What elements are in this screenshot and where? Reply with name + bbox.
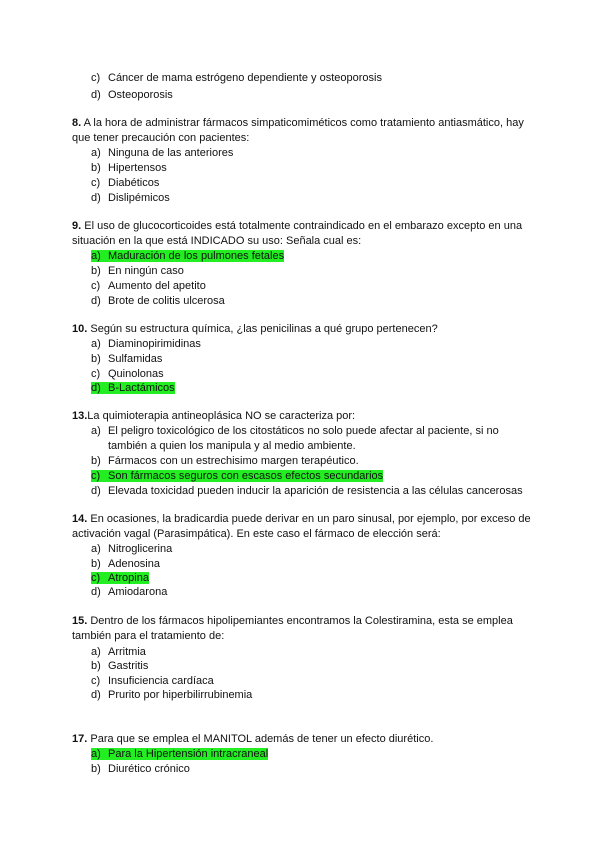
question-9: 9. El uso de glucocorticoides está totalmente contraindicado en el embarazo excepto en una situación en la que está INDICADO su uso: Señala cual es: [72,220,523,247]
option-a: a) Ninguna de las anteriores [91,147,234,159]
option-a: a) Arritmia [91,646,146,658]
option-d: d) Elevada toxicidad pueden inducir la aparición de resistencia a las células cancerosas [91,485,523,497]
option-d: d) Osteoporosis [91,89,173,101]
option-a: a) El peligro toxicológico de los citostáticos no solo puede afectar al paciente, si no [91,425,499,437]
option-c: c) Quinolonas [91,368,164,380]
option-a: a) Nitroglicerina [91,543,173,555]
option-c: c) Cáncer de mama estrógeno dependiente y osteoporosis [91,72,382,84]
option-b: b) Fármacos con un estrechisimo margen terapéutico. [91,455,359,467]
question-17: 17. Para que se emplea el MANITOL además de tener un efecto diurético. [72,733,434,745]
question-8: 8. A la hora de administrar fármacos simpaticomiméticos como tratamiento antiasmático, hay que tener precaución con pacientes: [72,117,524,144]
option-a-correct: a) Para la Hipertensión intracraneal [91,748,269,760]
question-13: 13.La quimioterapia antineoplásica NO se caracteriza por: [72,410,356,422]
option-b: b) Adenosina [91,558,160,570]
option-b: b) Gastritis [91,660,149,672]
option-d: d) Prurito por hiperbilirrubinemia [91,689,253,701]
option-b: b) Hipertensos [91,162,167,174]
option-c-correct: c) Son fármacos seguros con escasos efectos secundarios [91,470,384,482]
option-c: c) Diabéticos [91,177,160,189]
option-c-correct: c) Atropina [91,572,149,584]
option-d-correct: d) B-Lactámicos [91,382,175,394]
question-14: 14. En ocasiones, la bradicardia puede derivar en un paro sinusal, por ejemplo, por exceso de activación vagal (Parasimpática). En este caso el fármaco de elección será: [72,513,531,540]
question-10: 10. Según su estructura química, ¿las penicilinas a qué grupo pertenecen? [72,323,438,335]
option-d: d) Brote de colitis ulcerosa [91,295,225,307]
option-a-continuation: también a quien los manipula y al medio ambiente. [108,440,356,452]
option-b: b) En ningún caso [91,265,184,277]
question-15: 15. Dentro de los fármacos hipolipemiantes encontramos la Colestiramina, esta se emplea también para el tratamiento de: [72,615,513,642]
option-c: c) Insuficiencia cardíaca [91,675,214,687]
option-a-correct: a) Maduración de los pulmones fetales [91,250,285,262]
option-d: d) Amiodarona [91,586,168,598]
option-c: c) Aumento del apetito [91,280,206,292]
option-b: b) Diurético crónico [91,763,190,775]
option-d: d) Dislipémicos [91,192,170,204]
option-a: a) Diaminopirimidinas [91,338,201,350]
option-b: b) Sulfamidas [91,353,163,365]
